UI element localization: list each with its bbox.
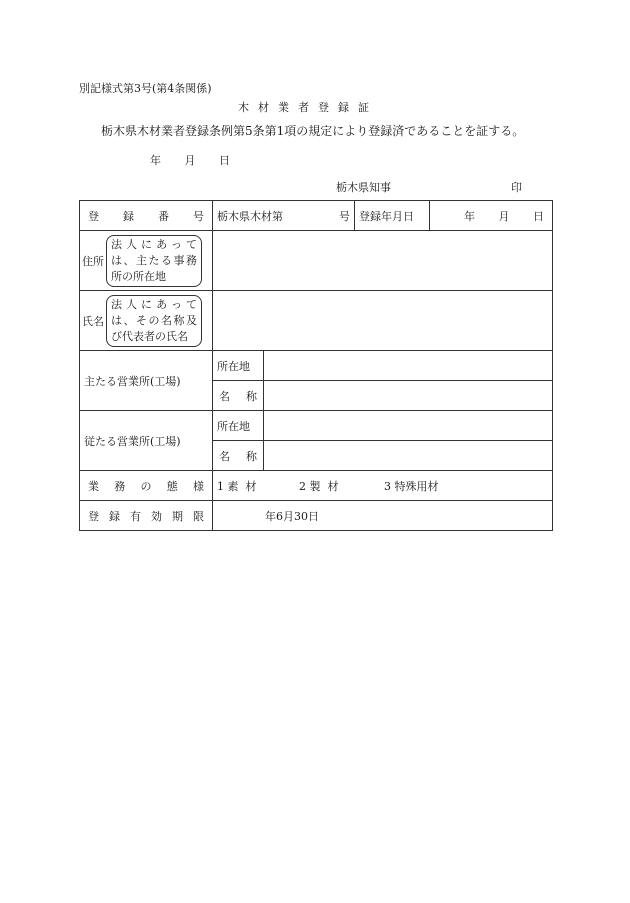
address-note-line-3: 所の所在地	[111, 269, 166, 283]
name-label-cell	[80, 291, 213, 351]
registration-date-year: 年	[464, 209, 475, 223]
form-number-label: 別記様式第3号(第4条関係)	[79, 82, 212, 95]
issuer-name: 栃木県知事	[336, 181, 391, 194]
issue-date	[150, 152, 230, 168]
validity-value: 年6月30日	[265, 509, 319, 523]
main-name-label-cell	[213, 381, 264, 411]
business-type-option-3: 3 特殊用材	[384, 479, 439, 493]
business-type-row	[80, 471, 553, 501]
validity-label: 登 録 有 効 期 限	[88, 509, 204, 523]
sub-name-label: 名 称	[219, 449, 257, 463]
main-location-label: 所在地	[217, 359, 250, 373]
sub-location-value-cell	[264, 411, 553, 441]
name-note-line-3: び代表者の氏名	[111, 329, 188, 343]
registration-number-label: 登 録 番 号	[88, 209, 204, 223]
certification-text: 栃木県木材業者登録条例第5条第1項の規定により登録済であることを証する。	[101, 124, 525, 138]
seal-mark: 印	[511, 181, 522, 194]
address-row	[80, 231, 553, 291]
registration-date-day: 日	[533, 209, 544, 223]
name-label: 氏名	[82, 314, 104, 328]
registration-table	[79, 200, 553, 531]
main-location-value-cell	[264, 351, 553, 381]
name-row	[80, 291, 553, 351]
address-note	[106, 235, 202, 287]
registration-date-label: 登録年月日	[359, 209, 414, 223]
name-note-line-2: は、その名称及	[111, 313, 197, 327]
sub-office-label: 従たる営業所(工場)	[84, 434, 181, 448]
address-value-cell	[213, 231, 553, 291]
main-office-location-row	[80, 351, 553, 381]
registration-date-month: 月	[498, 209, 510, 223]
name-value-cell	[213, 291, 553, 351]
sub-location-label: 所在地	[217, 419, 250, 433]
validity-row	[80, 501, 553, 531]
business-type-option-2: 2 製 材	[299, 479, 339, 493]
address-label: 住所	[82, 254, 104, 268]
registration-date-label-cell	[355, 201, 430, 231]
address-note-line-1: 法人にあって	[111, 237, 197, 251]
document-title: 木材業者登録証	[238, 101, 378, 114]
business-type-label: 業 務 の 態 様	[88, 479, 204, 493]
validity-label-cell	[80, 501, 213, 531]
sub-location-label-cell	[213, 411, 264, 441]
validity-value-cell	[213, 501, 553, 531]
sub-name-label-cell	[213, 441, 264, 471]
address-note-line-2: は、主たる事務	[111, 253, 197, 267]
main-name-label: 名 称	[219, 389, 257, 403]
registration-number-prefix: 栃木県木材第	[217, 209, 283, 223]
main-office-label-cell	[80, 351, 213, 411]
issue-date-day: 日	[219, 154, 230, 167]
registration-number-row	[80, 201, 553, 231]
address-label-cell	[80, 231, 213, 291]
registration-number-label-cell	[80, 201, 213, 231]
main-office-label: 主たる営業所(工場)	[84, 374, 181, 388]
registration-date-cell	[430, 201, 553, 231]
main-location-label-cell	[213, 351, 264, 381]
business-type-label-cell	[80, 471, 213, 501]
registration-number-cell	[213, 201, 355, 231]
sub-name-value-cell	[264, 441, 553, 471]
registration-number-suffix: 号	[339, 209, 350, 223]
business-type-option-1: 1 素 材	[217, 479, 257, 493]
sub-office-location-row	[80, 411, 553, 441]
name-note	[106, 295, 202, 347]
business-type-options-cell	[213, 471, 553, 501]
issue-date-year: 年	[150, 154, 161, 167]
sub-office-label-cell	[80, 411, 213, 471]
main-name-value-cell	[264, 381, 553, 411]
issue-date-month: 月	[184, 154, 196, 167]
name-note-line-1: 法人にあって	[111, 297, 197, 311]
